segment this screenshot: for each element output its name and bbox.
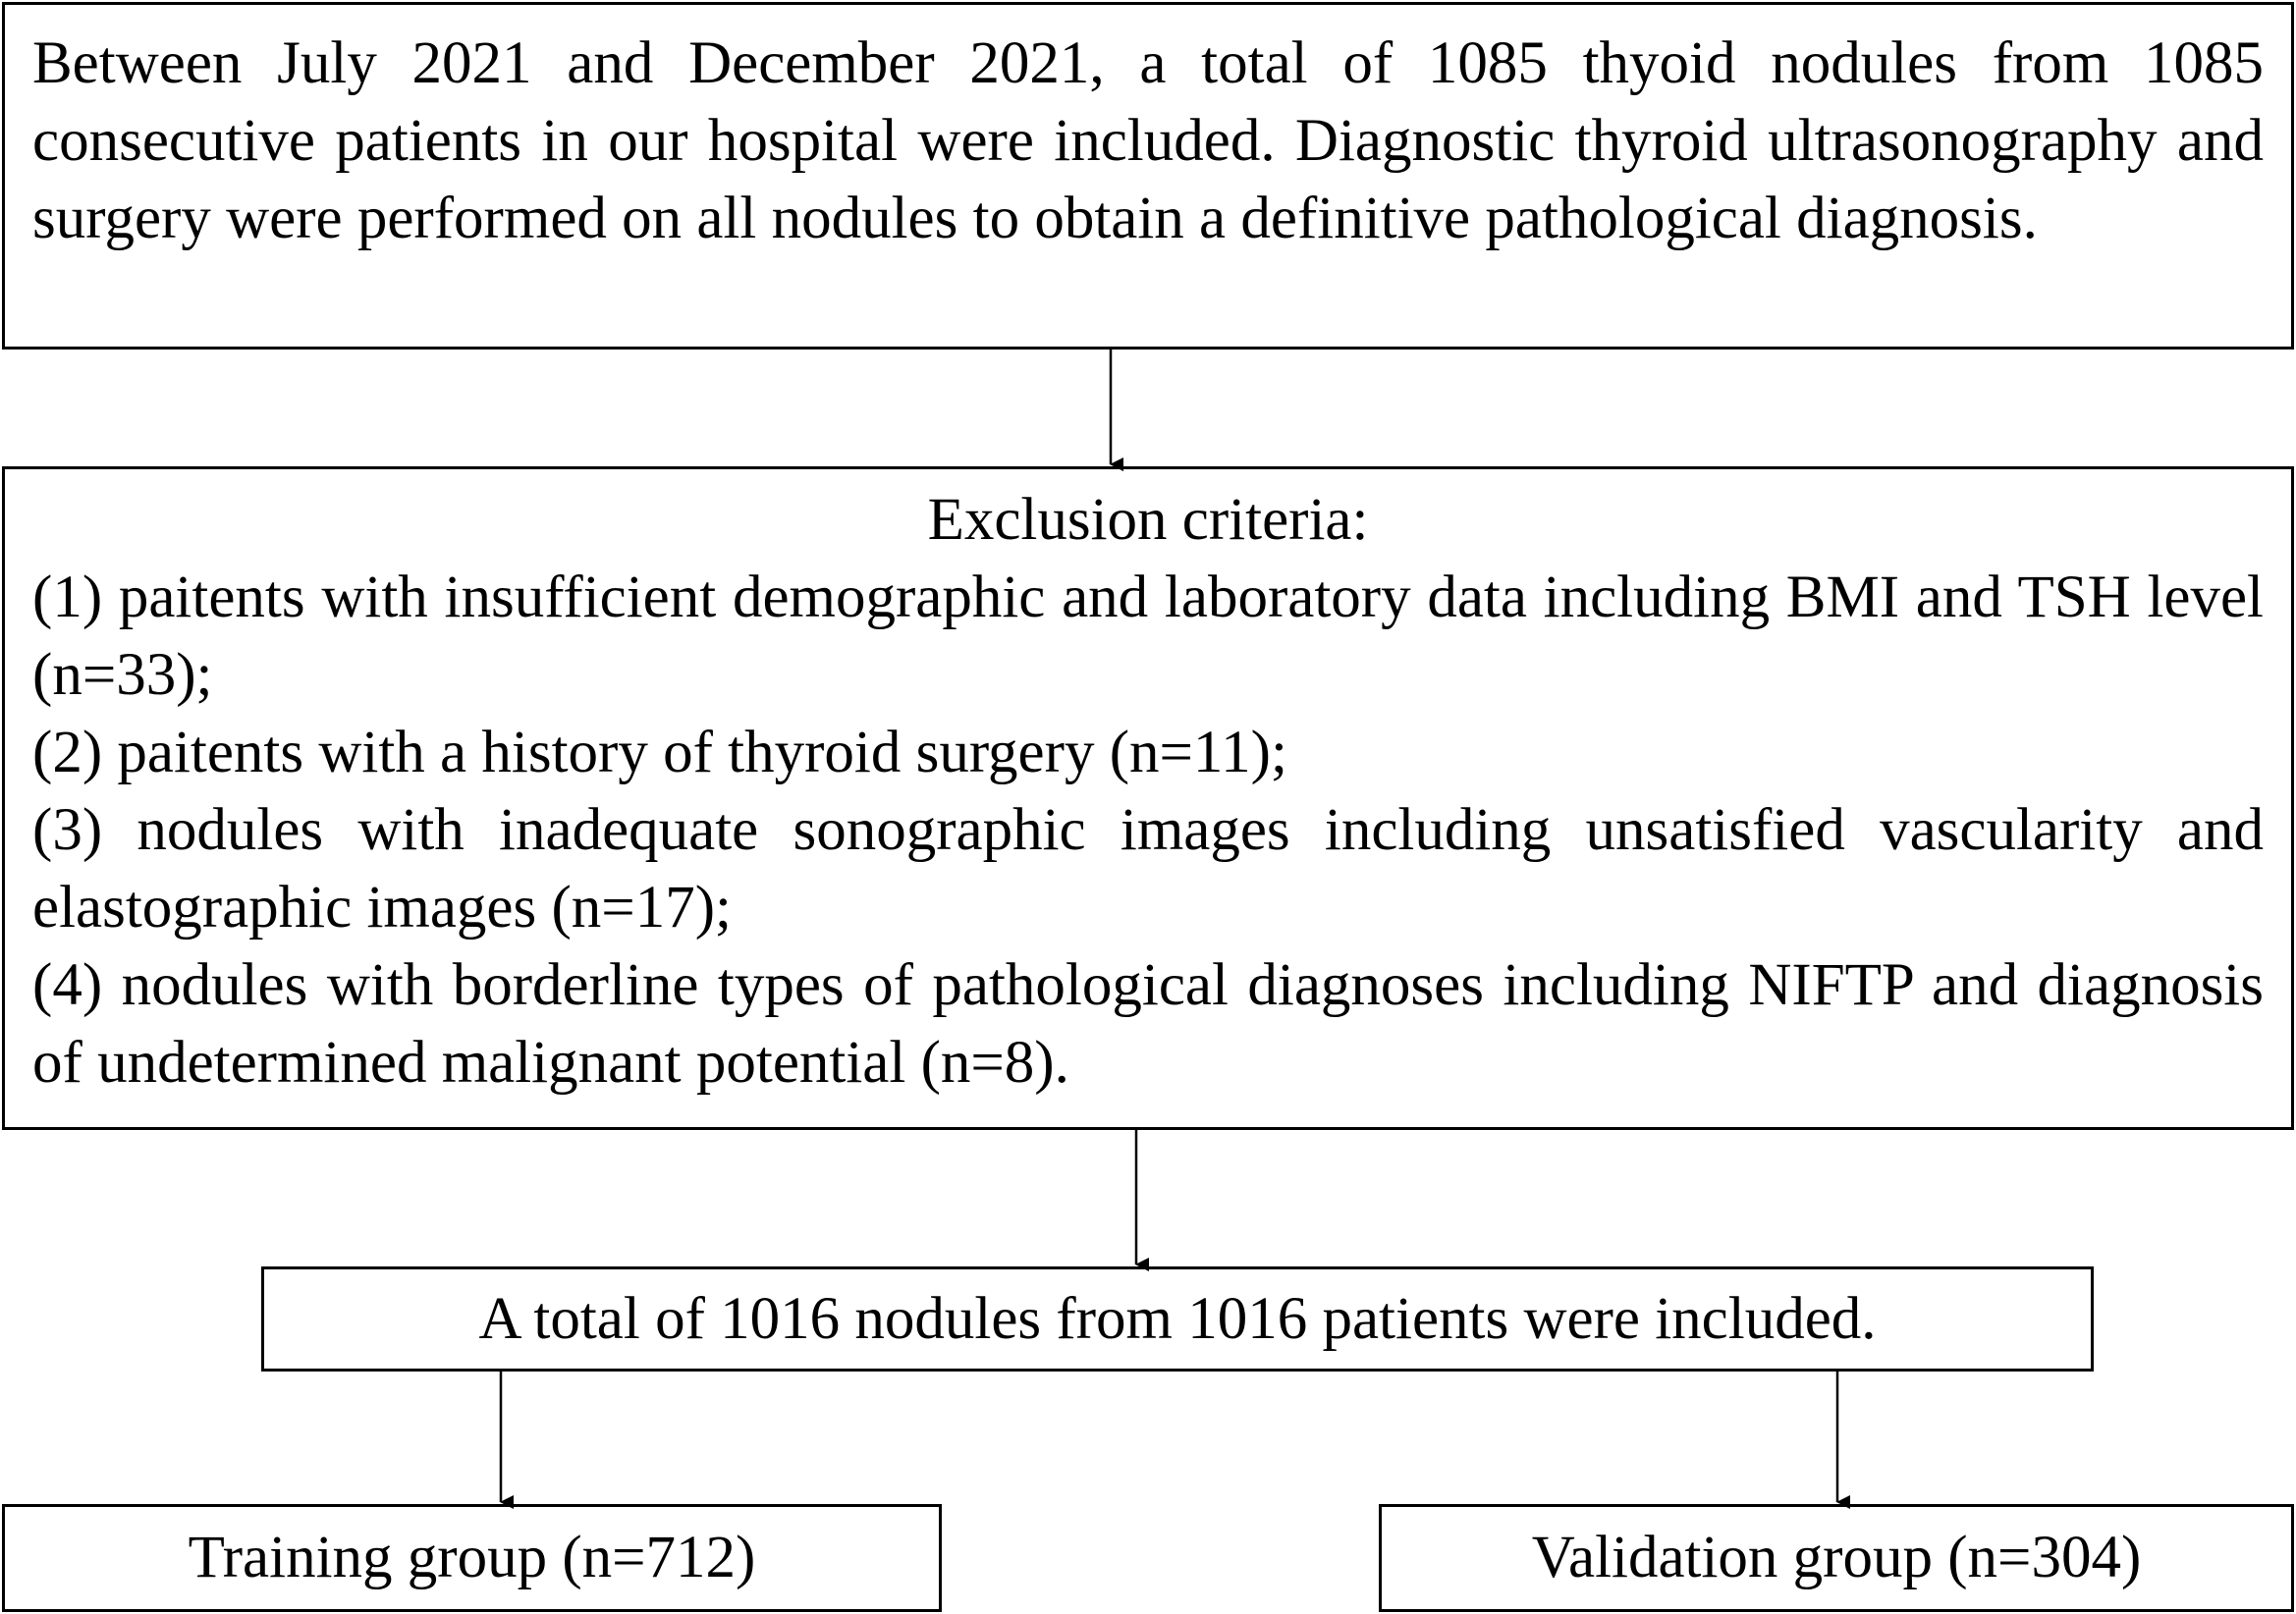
exclusion-heading: Exclusion criteria: (927, 487, 1369, 553)
exclusion-criterion-4: (4) nodules with borderline types of pathological diagnoses including NIFTP and diagnosis of undetermined malignant potential (n=8). (32, 952, 2264, 1096)
included-text: A total of 1016 nodules from 1016 patients were included. (478, 1285, 1877, 1352)
validation-group-text: Validation group (n=304) (1531, 1525, 2142, 1590)
training-group-text: Training group (n=712) (188, 1525, 756, 1590)
exclusion-criteria-box (2, 466, 2294, 1130)
exclusion-criterion-1: (1) paitents with insufficient demographic and laboratory data including BMI and TSH level (n=33); (32, 565, 2264, 708)
validation-group-box (1379, 1504, 2294, 1612)
intro-text: Between July 2021 and December 2021, a total of 1085 thyoid nodules from 1085 consecutive patients in our hospital were included. Diagnostic thyroid ultrasonography and surgery were performed on all nodules to obtain a definitive pathological diagnosis. (32, 30, 2264, 251)
included-box (261, 1266, 2094, 1372)
training-group-box (2, 1504, 942, 1612)
exclusion-criterion-2: (2) paitents with a history of thyroid surgery (n=11); (32, 720, 1287, 785)
exclusion-criterion-3: (3) nodules with inadequate sonographic images including unsatisfied vascularity and elastographic images (n=17); (32, 797, 2264, 941)
intro-box (2, 2, 2294, 350)
